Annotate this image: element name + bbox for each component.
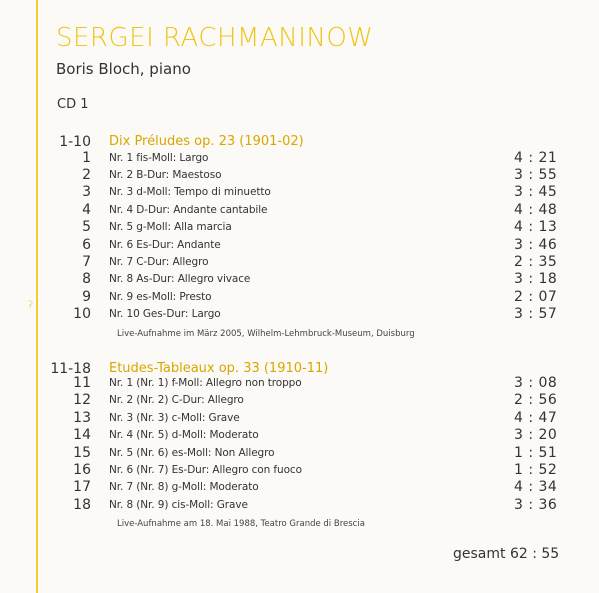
track-duration: 4 : 48 — [514, 202, 558, 218]
track-title: Nr. 1 (Nr. 1) f-Moll: Allegro non troppo — [109, 377, 302, 389]
track-number: 17 — [73, 479, 91, 495]
track-title: Nr. 3 (Nr. 3) c-Moll: Grave — [109, 412, 240, 424]
track-row — [0, 150, 599, 168]
track-title: Nr. 6 Es-Dur: Andante — [109, 239, 221, 251]
track-title: Nr. 2 (Nr. 2) C-Dur: Allegro — [109, 394, 244, 406]
cd-label: CD 1 — [57, 97, 89, 112]
performer-line: Boris Bloch, piano — [56, 60, 191, 78]
track-number: 4 — [82, 202, 91, 218]
track-number: 15 — [73, 445, 91, 461]
track-title: Nr. 4 (Nr. 5) d-Moll: Moderato — [109, 429, 259, 441]
track-duration: 4 : 21 — [514, 150, 558, 166]
track-title: Nr. 1 fis-Moll: Largo — [109, 152, 209, 164]
track-row — [0, 184, 599, 202]
recording-note: Live-Aufnahme am 18. Mai 1988, Teatro Grande di Brescia — [117, 519, 365, 529]
track-number: 18 — [73, 497, 91, 513]
track-duration: 1 : 51 — [514, 445, 558, 461]
track-number: 10 — [73, 306, 91, 322]
track-row — [0, 497, 599, 515]
section-track-range: 11-18 — [50, 361, 91, 377]
track-duration: 2 : 35 — [514, 254, 558, 270]
track-title: Nr. 4 D-Dur: Andante cantabile — [109, 204, 268, 216]
track-title: Nr. 7 (Nr. 8) g-Moll: Moderato — [109, 481, 259, 493]
faint-page-mark: ʔ — [28, 300, 34, 311]
track-number: 3 — [82, 184, 91, 200]
track-title: Nr. 9 es-Moll: Presto — [109, 291, 212, 303]
track-row — [0, 202, 599, 220]
track-title: Nr. 10 Ges-Dur: Largo — [109, 308, 221, 320]
track-row — [0, 289, 599, 307]
track-title: Nr. 7 C-Dur: Allegro — [109, 256, 209, 268]
track-number: 14 — [73, 427, 91, 443]
track-row — [0, 392, 599, 410]
composer-heading: SERGEI RACHMANINOW — [56, 23, 374, 53]
track-row — [0, 427, 599, 445]
track-row — [0, 306, 599, 324]
track-title: Nr. 3 d-Moll: Tempo di minuetto — [109, 186, 271, 198]
track-title: Nr. 2 B-Dur: Maestoso — [109, 169, 222, 181]
track-number: 11 — [73, 375, 91, 391]
track-number: 16 — [73, 462, 91, 478]
track-duration: 4 : 13 — [514, 219, 558, 235]
track-title: Nr. 6 (Nr. 7) Es-Dur: Allegro con fuoco — [109, 464, 302, 476]
track-number: 1 — [82, 150, 91, 166]
track-number: 8 — [82, 271, 91, 287]
track-title: Nr. 5 g-Moll: Alla marcia — [109, 221, 232, 233]
track-duration: 1 : 52 — [514, 462, 558, 478]
track-duration: 2 : 56 — [514, 392, 558, 408]
track-title: Nr. 5 (Nr. 6) es-Moll: Non Allegro — [109, 447, 275, 459]
track-number: 2 — [82, 167, 91, 183]
section-title: Dix Préludes op. 23 (1901-02) — [109, 134, 304, 149]
track-row — [0, 254, 599, 272]
track-row — [0, 479, 599, 497]
track-row — [0, 271, 599, 289]
track-row — [0, 219, 599, 237]
track-number: 6 — [82, 237, 91, 253]
track-duration: 4 : 47 — [514, 410, 558, 426]
track-row — [0, 375, 599, 393]
track-row — [0, 445, 599, 463]
track-duration: 3 : 18 — [514, 271, 558, 287]
track-number: 9 — [82, 289, 91, 305]
track-duration: 2 : 07 — [514, 289, 558, 305]
track-title: Nr. 8 (Nr. 9) cis-Moll: Grave — [109, 499, 248, 511]
track-number: 13 — [73, 410, 91, 426]
track-number: 5 — [82, 219, 91, 235]
track-duration: 3 : 46 — [514, 237, 558, 253]
recording-note: Live-Aufnahme im März 2005, Wilhelm-Lehmbruck-Museum, Duisburg — [117, 329, 415, 339]
track-duration: 3 : 55 — [514, 167, 558, 183]
total-duration: gesamt 62 : 55 — [453, 546, 560, 562]
track-duration: 4 : 34 — [514, 479, 558, 495]
track-row — [0, 462, 599, 480]
track-duration: 3 : 20 — [514, 427, 558, 443]
track-row — [0, 167, 599, 185]
track-row — [0, 237, 599, 255]
track-duration: 3 : 57 — [514, 306, 558, 322]
track-duration: 3 : 45 — [514, 184, 558, 200]
track-duration: 3 : 08 — [514, 375, 558, 391]
section-track-range: 1-10 — [59, 134, 91, 150]
track-number: 7 — [82, 254, 91, 270]
track-title: Nr. 8 As-Dur: Allegro vivace — [109, 273, 251, 285]
track-duration: 3 : 36 — [514, 497, 558, 513]
track-number: 12 — [73, 392, 91, 408]
section-title: Etudes-Tableaux op. 33 (1910-11) — [109, 361, 329, 376]
track-row — [0, 410, 599, 428]
